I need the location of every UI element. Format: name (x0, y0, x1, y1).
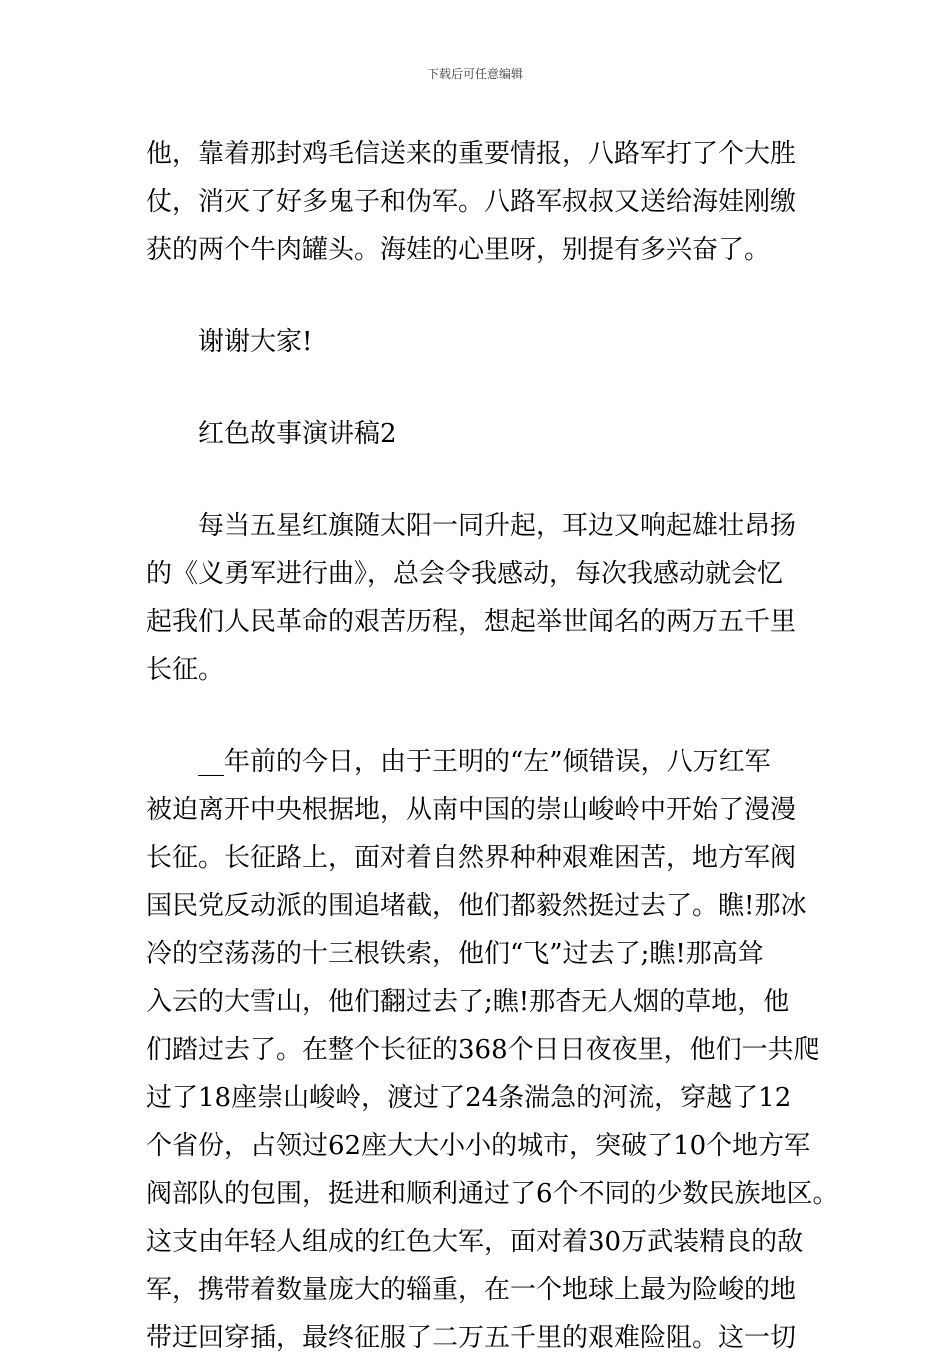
paragraph-line: 阀部队的包围，挺进和顺利通过了6个不同的少数民族地区。 (146, 1179, 839, 1209)
paragraph-line: 个省份，占领过62座大大小小的城市，突破了10个地方军 (146, 1131, 811, 1161)
paragraph-line: __年前的今日，由于王明的“左”倾错误，八万红军 (198, 747, 771, 777)
paragraph-line: 这支由年轻人组成的红色大军，面对着30万武装精良的敌 (146, 1227, 804, 1257)
closing-thanks: 谢谢大家! (198, 327, 313, 357)
paragraph-line: 过了18座崇山峻岭，渡过了24条湍急的河流，穿越了12 (146, 1083, 792, 1113)
paragraph-line: 长征。长征路上，面对着自然界种种艰难困苦，地方军阀 (146, 843, 797, 873)
paragraph-line: 带迂回穿插，最终征服了二万五千里的艰难险阻。这一切 (146, 1323, 797, 1353)
paragraph-line: 冷的空荡荡的十三根铁索，他们“飞”过去了;瞧!那高耸 (146, 939, 764, 969)
section-title: 红色故事演讲稿2 (198, 419, 397, 449)
paragraph-line: 获的两个牛肉罐头。海娃的心里呀，别提有多兴奋了。 (146, 235, 771, 265)
paragraph-line: 长征。 (146, 655, 225, 685)
paragraph-line: 仗，消灭了好多鬼子和伪军。八路军叔叔又送给海娃刚缴 (146, 187, 797, 217)
paragraph-line: 们踏过去了。在整个长征的368个日日夜夜里，他们一共爬 (146, 1035, 820, 1065)
document-body (146, 130, 839, 1362)
paragraph-line: 被迫离开中央根据地，从南中国的崇山峻岭中开始了漫漫 (146, 795, 797, 825)
paragraph-line: 起我们人民革命的艰苦历程，想起举世闻名的两万五千里 (146, 607, 797, 637)
paragraph-line: 他，靠着那封鸡毛信送来的重要情报，八路军打了个大胜 (146, 139, 797, 169)
paragraph-line: 军，携带着数量庞大的辎重，在一个地球上最为险峻的地 (146, 1275, 797, 1305)
paragraph-line: 的《义勇军进行曲》，总会令我感动，每次我感动就会忆 (146, 559, 784, 589)
paragraph-line: 国民党反动派的围追堵截，他们都毅然挺过去了。瞧!那冰 (146, 891, 807, 921)
paragraph-line: 入云的大雪山，他们翻过去了;瞧!那杳无人烟的草地，他 (146, 987, 790, 1017)
paragraph-line: 每当五星红旗随太阳一同升起，耳边又响起雄壮昂扬 (198, 511, 797, 541)
page-header-note: 下载后可任意编辑 (426, 67, 523, 81)
